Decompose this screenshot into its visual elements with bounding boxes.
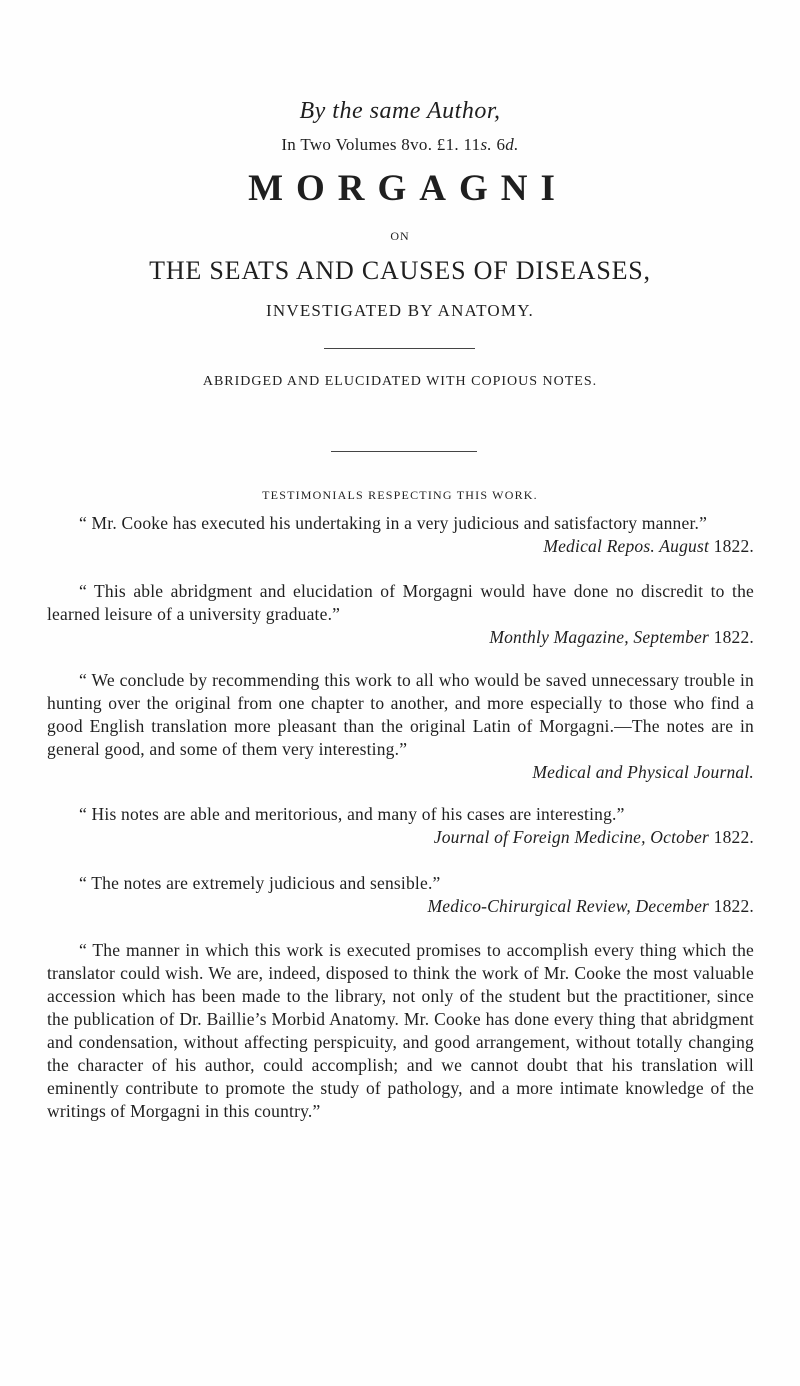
testimonial-source: Medical Repos. August 1822.: [543, 536, 754, 556]
testimonial-quote: “ His notes are able and meritorious, and many of his cases are interesting.”: [79, 804, 625, 824]
author-title: MORGAGNI: [248, 168, 568, 209]
testimonials-heading: TESTIMONIALS RESPECTING THIS WORK.: [262, 488, 538, 502]
testimonial: [47, 872, 754, 918]
testimonial: [47, 669, 754, 784]
volumes-pence: d.: [505, 135, 519, 154]
testimonial-source: Medico-Chirurgical Review, December 1822.: [427, 896, 754, 916]
volumes-mid: 6: [491, 135, 506, 154]
testimonial: [47, 803, 754, 849]
testimonial-source: Medical and Physical Journal.: [532, 762, 754, 782]
volumes-shillings: s.: [480, 135, 492, 154]
testimonial-quote: “ We conclude by recommending this work to all who would be saved unnecessary trouble in hunting over the original from one chapter to another, and more especially to those who find a good English translation more pleasant than the original Latin of Morgagni.—The notes are in general good, and some of them very interesting.”: [47, 670, 754, 759]
testimonial-quote: “ The manner in which this work is executed promises to accomplish every thing which the translator could wish. We are, indeed, disposed to think the work of Mr. Cooke the most valuable accession which has been made to the library, not only of the student but the practitioner, since the publication of Dr. Baillie’s Morbid Anatomy. Mr. Cooke has done every thing that abridgment and condensation, without affecting perspicuity, and good arrangement, without totally changing the character of his author, could accomplish; and we cannot doubt that his translation will eminently contribute to promote the study of pathology, and a more intimate knowledge of the writings of Morgagni in this country.”: [47, 940, 754, 1121]
testimonial-source: Monthly Magazine, September 1822.: [489, 627, 754, 647]
testimonial: [47, 580, 754, 649]
testimonial-source: Journal of Foreign Medicine, October 1822.: [433, 827, 754, 847]
book-title: THE SEATS AND CAUSES OF DISEASES,: [149, 256, 651, 285]
byline: By the same Author,: [299, 98, 501, 124]
book-subtitle: INVESTIGATED BY ANATOMY.: [266, 301, 534, 320]
divider-rule: [331, 451, 477, 452]
testimonial-quote: “ Mr. Cooke has executed his undertaking in a very judicious and satisfactory manner.”: [79, 513, 708, 533]
on-word: ON: [390, 229, 410, 243]
volumes-price-line: [0, 135, 800, 155]
testimonial-quote: “ This able abridgment and elucidation of Morgagni would have done no discredit to the learned leisure of a university graduate.”: [47, 581, 754, 624]
testimonial: [47, 512, 754, 558]
abridged-note: ABRIDGED AND ELUCIDATED WITH COPIOUS NOTES.: [202, 374, 598, 389]
volumes-prefix: In Two Volumes 8vo. £1. 11: [281, 135, 481, 154]
testimonial: [47, 939, 754, 1123]
testimonial-quote: “ The notes are extremely judicious and sensible.”: [79, 873, 441, 893]
divider-rule: [324, 348, 475, 349]
